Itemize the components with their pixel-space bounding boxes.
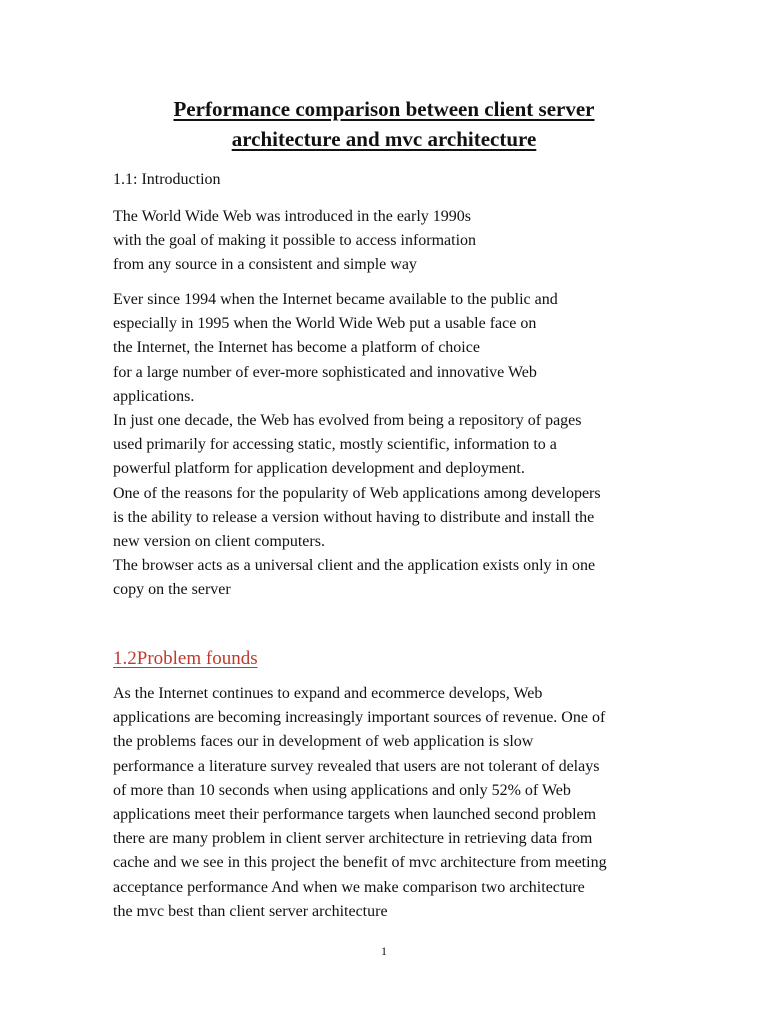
intro-paragraph-1 <box>113 205 673 278</box>
intro-heading: 1.1: Introduction <box>113 171 221 188</box>
text-line: One of the reasons for the popularity of Web applications among developers <box>113 484 601 502</box>
text-line: The World Wide Web was introduced in the early 1990s <box>113 208 472 225</box>
text-line: Ever since 1994 when the Internet became available to the public and <box>113 291 558 308</box>
text-line: for a large number of ever-more sophisticated and innovative Web <box>113 363 537 381</box>
text-line: from any source in a consistent and simple way <box>113 256 417 274</box>
text-line: As the Internet continues to expand and ecommerce develops, Web <box>113 685 543 702</box>
text-line: acceptance performance And when we make comparison two architecture <box>113 878 585 896</box>
title-line-1: Performance comparison between client server <box>173 97 595 121</box>
text-line: applications. <box>113 387 195 405</box>
text-line: especially in 1995 when the World Wide Web put a usable face on <box>113 315 537 333</box>
text-line: performance a literature survey revealed that users are not tolerant of delays <box>113 757 600 775</box>
text-line: In just one decade, the Web has evolved from being a repository of pages <box>113 412 582 430</box>
text-line: copy on the server <box>113 581 231 599</box>
text-line: applications are becoming increasingly important sources of revenue. One of <box>113 709 606 727</box>
page-title <box>0 94 768 154</box>
page-number: 1 <box>381 944 387 958</box>
text-line: of more than 10 seconds when using applications and only 52% of Web <box>113 781 571 799</box>
title-line-2: architecture and mvc architecture <box>231 127 537 151</box>
text-line: applications meet their performance targets when launched second problem <box>113 806 597 824</box>
intro-paragraph-2 <box>113 288 673 603</box>
problem-heading: 1.2Problem founds <box>113 648 258 669</box>
text-line: is the ability to release a version without having to distribute and install the <box>113 508 595 526</box>
text-line: cache and we see in this project the benefit of mvc architecture from meeting <box>113 854 607 872</box>
text-line: the Internet, the Internet has become a platform of choice <box>113 339 480 357</box>
text-line: the mvc best than client server architecture <box>113 902 388 920</box>
problem-paragraph <box>113 682 673 924</box>
text-line: with the goal of making it possible to access information <box>113 232 477 250</box>
text-line: new version on client computers. <box>113 533 325 551</box>
text-line: the problems faces our in development of web application is slow <box>113 733 534 751</box>
text-line: there are many problem in client server architecture in retrieving data from <box>113 830 593 848</box>
text-line: powerful platform for application development and deployment. <box>113 460 525 478</box>
text-line: The browser acts as a universal client and the application exists only in one <box>113 557 596 575</box>
text-line: used primarily for accessing static, mostly scientific, information to a <box>113 436 557 454</box>
